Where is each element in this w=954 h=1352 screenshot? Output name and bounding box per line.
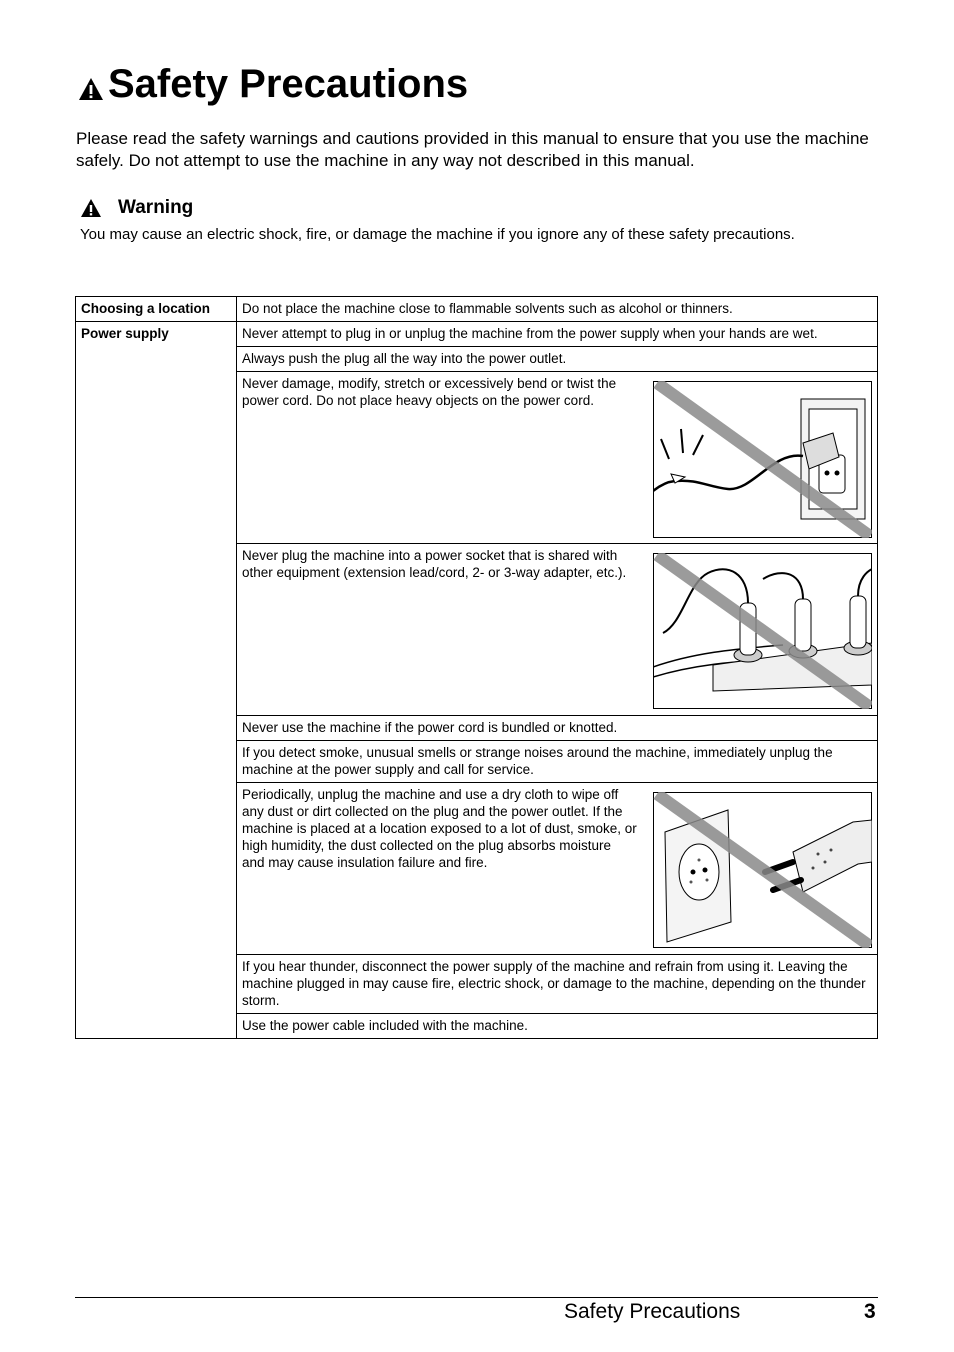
table-cell: Always push the plug all the way into the power outlet.	[237, 347, 878, 372]
cell-text: Periodically, unplug the machine and use a dry cloth to wipe off any dust or dirt collected on the plug and the power outlet. If the machine is placed at a location exposed to a lot of dust, smoke, or high humidity, the dust collected on the plug absorbs moisture and may cause insulation failure and fire.	[242, 787, 637, 870]
row-label-location: Choosing a location	[76, 297, 237, 322]
damaged-cord-illustration	[653, 381, 872, 538]
warning-icon	[78, 77, 104, 101]
warning-text: You may cause an electric shock, fire, or damage the machine if you ignore any of these safety precautions.	[80, 226, 795, 243]
cell-text: Never damage, modify, stretch or excessively bend or twist the power cord. Do not place heavy objects on the power cord.	[242, 376, 617, 408]
intro-paragraph: Please read the safety warnings and cautions provided in this manual to ensure that you use the machine safely. Do not attempt to use the machine in any way not described in this manual.	[76, 129, 869, 170]
table-cell: If you detect smoke, unusual smells or strange noises around the machine, immediately unplug the machine at the power supply and call for service.	[237, 741, 878, 783]
table-cell: If you hear thunder, disconnect the power supply of the machine and refrain from using it. Leaving the machine plugged in may cause fire, electric shock, or damage to the machine, depending on the thunder storm.	[237, 955, 878, 1014]
page-title-text: Safety Precautions	[108, 62, 469, 106]
page-number: 3	[864, 1300, 876, 1323]
row-label-power-supply: Power supply	[76, 322, 237, 1039]
warning-heading	[80, 197, 193, 219]
table-cell: Do not place the machine close to flammable solvents such as alcohol or thinners.	[237, 297, 878, 322]
dusty-plug-illustration	[653, 792, 872, 948]
table-cell: Use the power cable included with the machine.	[237, 1014, 878, 1039]
table-cell	[237, 372, 878, 544]
table-row	[76, 297, 878, 322]
warning-heading-text: Warning	[118, 197, 194, 218]
table-cell: Never use the machine if the power cord is bundled or knotted.	[237, 716, 878, 741]
table-cell	[237, 544, 878, 716]
cell-text: Never plug the machine into a power socket that is shared with other equipment (extension lead/cord, 2- or 3-way adapter, etc.).	[242, 548, 627, 580]
shared-socket-illustration	[653, 553, 872, 709]
table-cell	[237, 783, 878, 955]
table-cell: Never attempt to plug in or unplug the machine from the power supply when your hands are wet.	[237, 322, 878, 347]
footer-divider	[75, 1297, 878, 1298]
table-row	[76, 322, 878, 347]
page-title	[78, 64, 468, 104]
safety-table	[75, 296, 878, 1039]
warning-icon	[80, 198, 102, 218]
footer-section-title: Safety Precautions	[564, 1300, 741, 1323]
